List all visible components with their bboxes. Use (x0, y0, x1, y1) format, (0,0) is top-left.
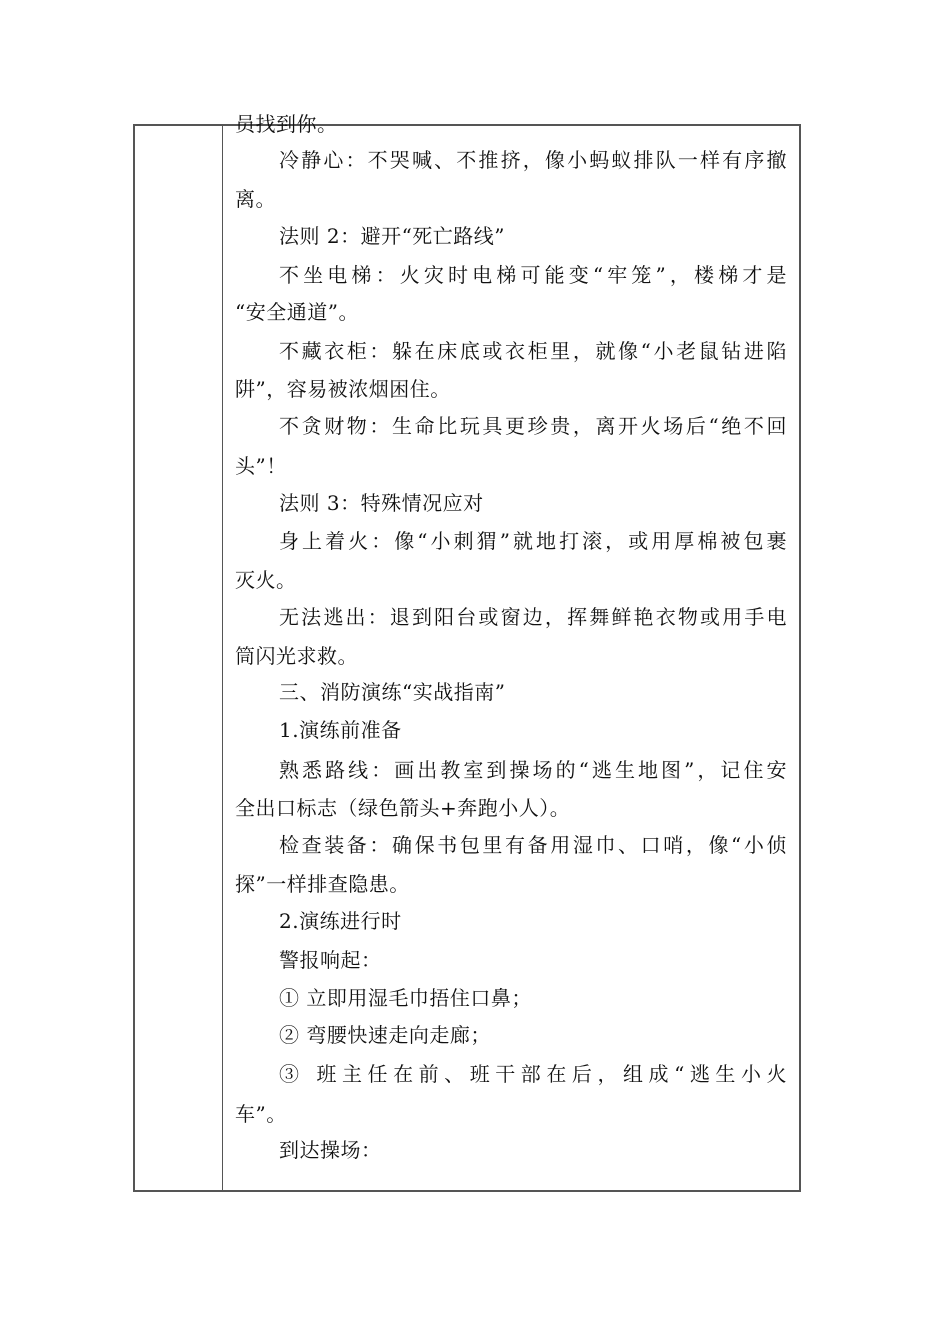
text-line: “安全通道”。 (235, 300, 359, 324)
text-line: 离。 (235, 187, 276, 211)
text-line: 冷静心：不哭喊、不推挤，像小蚂蚁排队一样有序撤 (279, 148, 787, 172)
text-line: 法则 3：特殊情况应对 (279, 491, 484, 515)
text-line: 2.演练进行时 (279, 909, 402, 933)
text-line: 不贪财物：生命比玩具更珍贵，离开火场后“绝不回 (279, 414, 787, 438)
text-line: 筒闪光求救。 (235, 644, 358, 668)
text-line: 不藏衣柜：躲在床底或衣柜里，就像“小老鼠钻进陷 (279, 339, 787, 363)
text-line: ② 弯腰快速走向走廊； (279, 1023, 491, 1047)
text-line: 头”！ (235, 454, 287, 478)
text-line: 法则 2：避开“死亡路线” (279, 224, 506, 248)
text-line: 员找到你。 (235, 112, 338, 136)
text-line: 到达操场： (279, 1138, 382, 1162)
text-line: 灭火。 (235, 568, 297, 592)
table-left-cell (135, 126, 223, 1190)
text-line: 检查装备：确保书包里有备用湿巾、口哨，像“小侦 (279, 833, 787, 857)
text-line: ① 立即用湿毛巾捂住口鼻； (279, 986, 532, 1010)
text-line: 全出口标志（绿色箭头+奔跑小人）。 (235, 796, 571, 820)
text-line: 1.演练前准备 (279, 718, 402, 742)
table-right-cell (223, 112, 799, 1190)
text-line: 身上着火：像“小刺猬”就地打滚，或用厚棉被包裹 (279, 529, 787, 553)
text-line: 不坐电梯：火灾时电梯可能变“牢笼”，楼梯才是 (279, 263, 787, 287)
content-table (133, 112, 801, 1192)
text-line: 阱”，容易被浓烟困住。 (235, 377, 451, 401)
text-line: 熟悉路线：画出教室到操场的“逃生地图”，记住安 (279, 758, 787, 782)
text-line: 三、消防演练“实战指南” (279, 680, 506, 704)
text-line: 无法逃出：退到阳台或窗边，挥舞鲜艳衣物或用手电 (279, 605, 787, 629)
text-line: 车”。 (235, 1102, 287, 1126)
text-line: ③ 班主任在前、班干部在后，组成“逃生小火 (279, 1062, 787, 1086)
text-line: 探”一样排查隐患。 (235, 872, 410, 896)
text-line: 警报响起： (279, 948, 382, 972)
